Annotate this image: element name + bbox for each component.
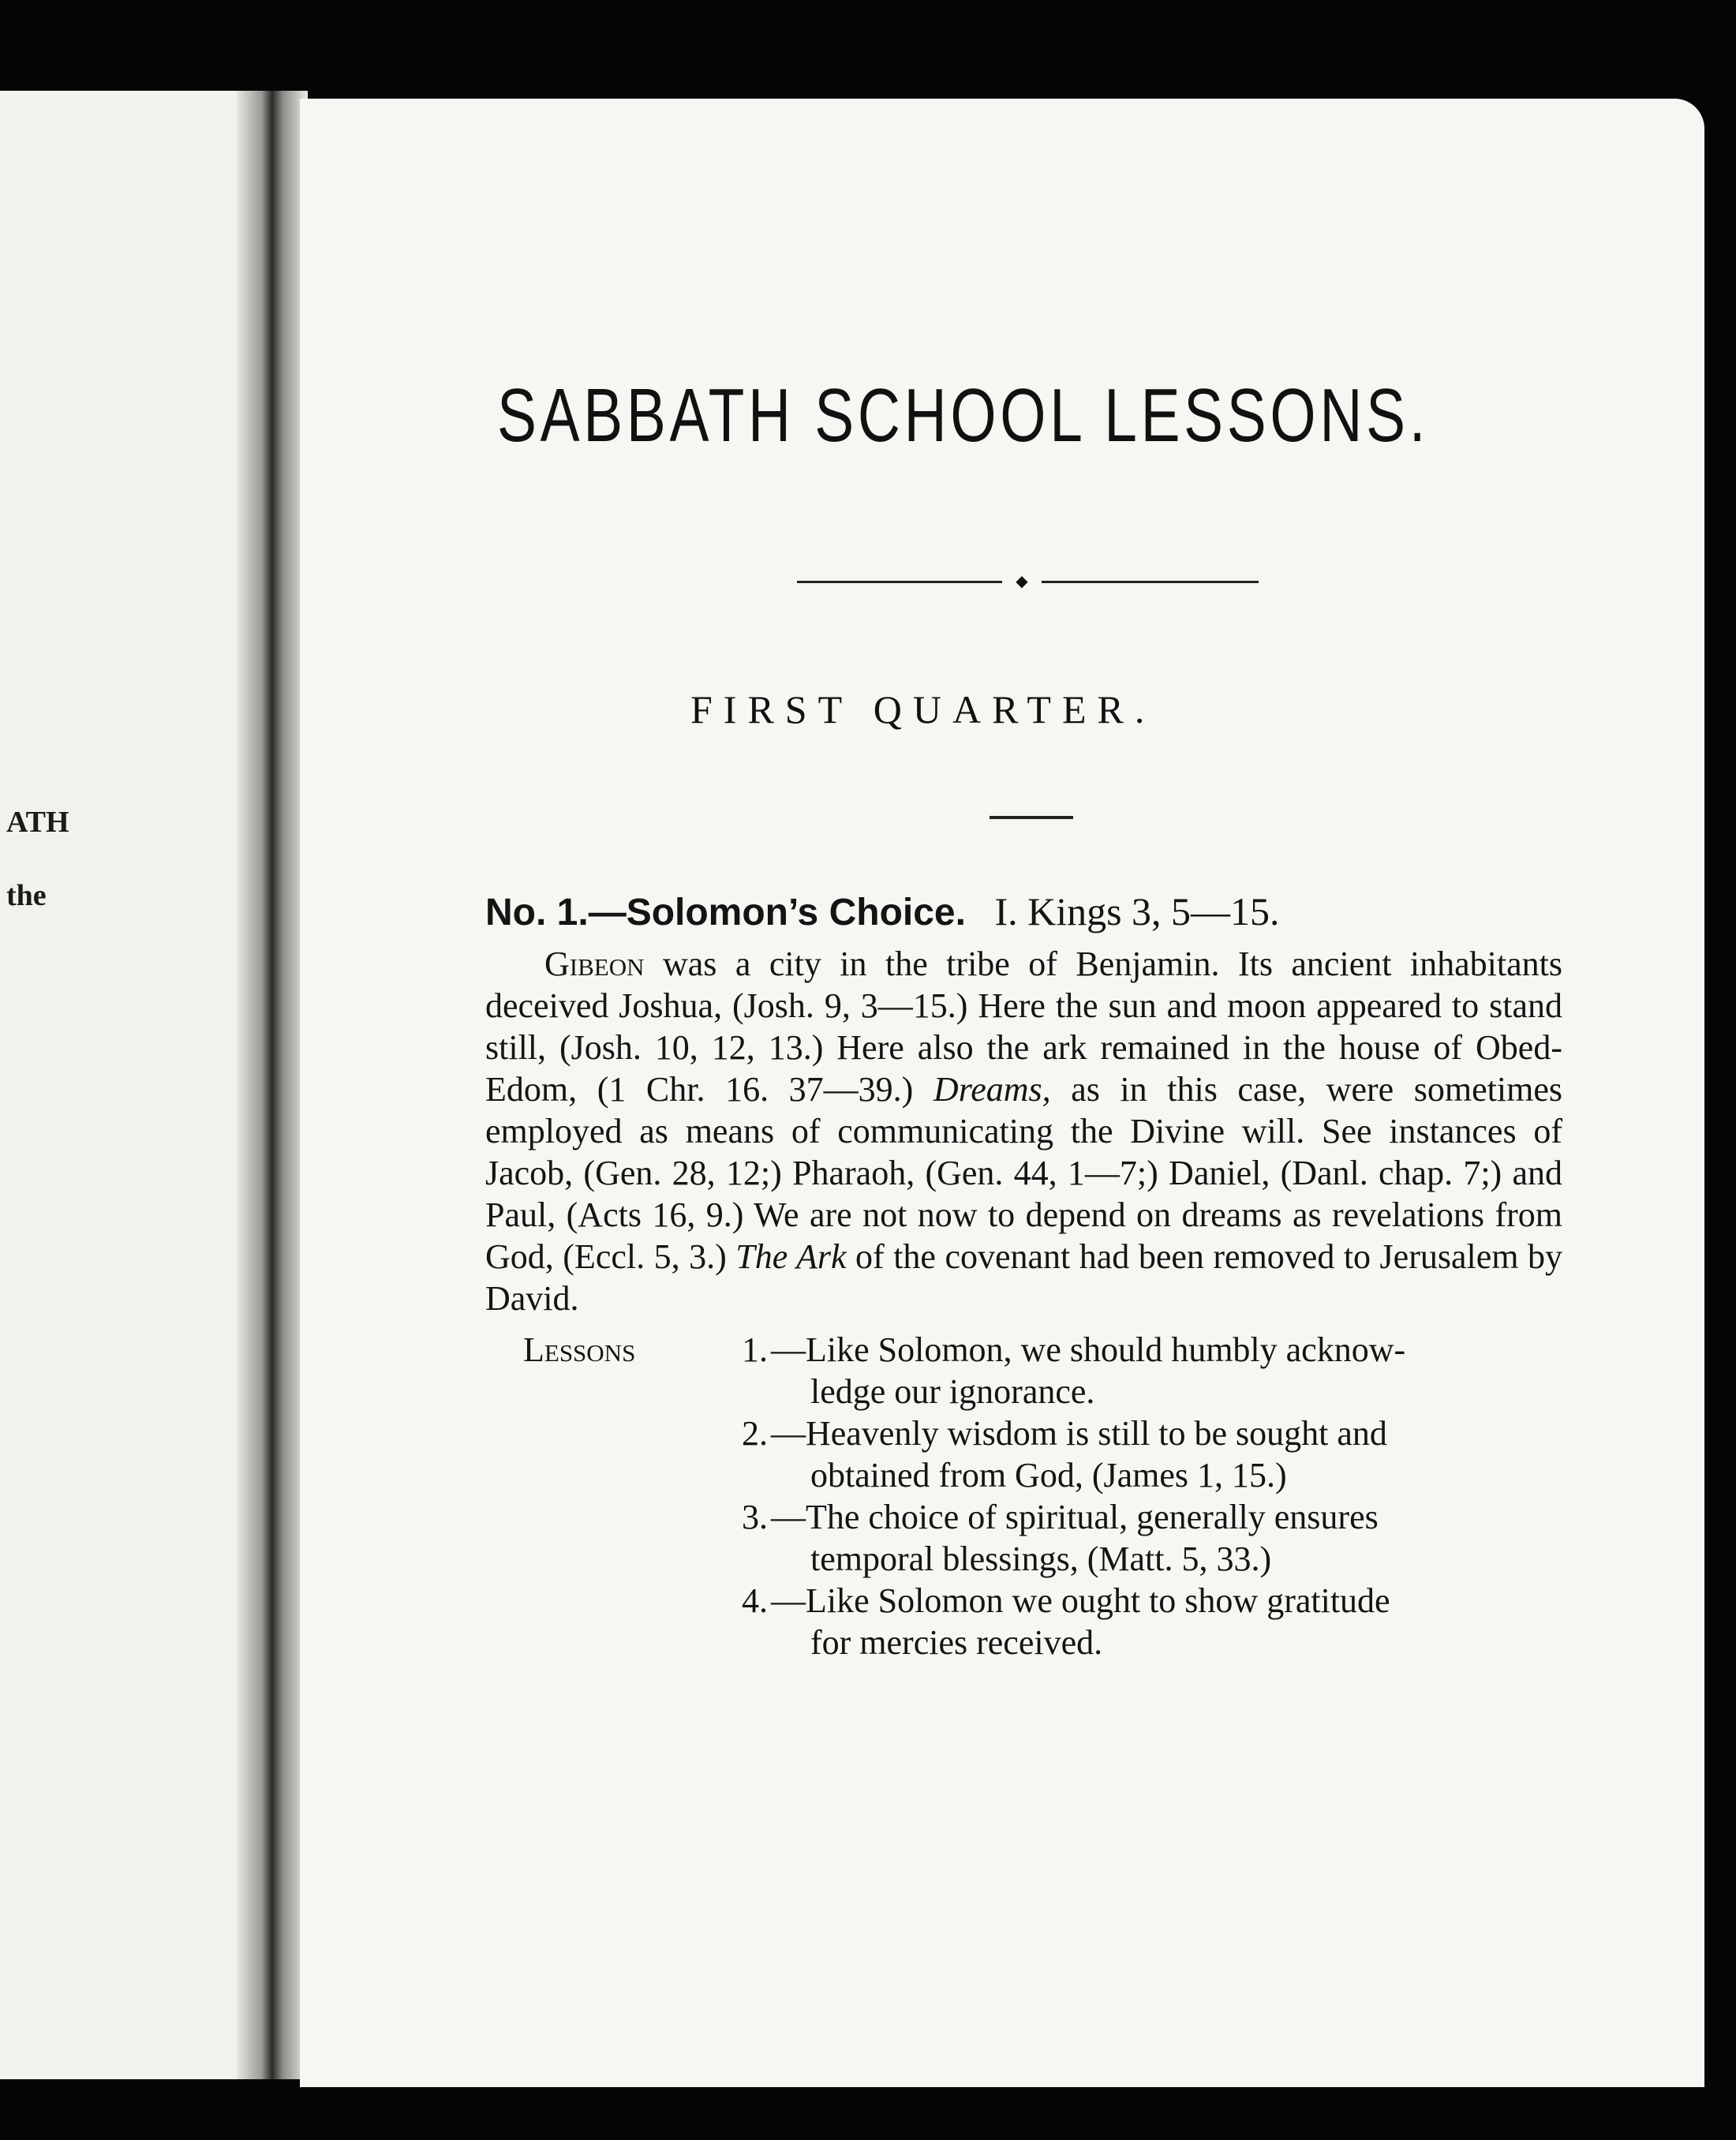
ornament-rule-left	[797, 581, 1002, 583]
list-item-continuation: temporal blessings, (Matt. 5, 33.)	[810, 1540, 1272, 1578]
short-divider	[990, 816, 1073, 819]
list-item-text: —Like Solomon, we should humbly acknow-	[771, 1330, 1406, 1369]
lessons-list	[485, 1329, 1562, 1663]
list-item-continuation: for mercies received.	[810, 1623, 1103, 1662]
lesson-paragraph-part-2: as in this case, were sometimes employed as means of communicating the Divine will. See instances of Jacob, (Gen. 28, 12;) Pharaoh, (Gen. 44, 1—7;) Daniel, (Danl. chap. 7;) and Paul, (Acts 16, 9.) We are not now to depend on dreams as revelations from God, (Eccl. 5, 3.)	[485, 1070, 1562, 1276]
lesson-body	[485, 888, 1562, 1663]
lesson-heading	[485, 888, 1562, 937]
lessons-label: Lessons	[523, 1330, 636, 1369]
left-page-fragment-1: ATH	[6, 806, 69, 839]
ornament-diamond-icon: ◆	[1016, 573, 1028, 590]
list-item-continuation: obtained from God, (James 1, 15.)	[810, 1456, 1287, 1495]
list-item-number: 2.	[742, 1414, 768, 1453]
section-heading-quarter: FIRST QUARTER.	[690, 687, 1156, 731]
book-gutter	[237, 91, 308, 2079]
page-title: SABBATH SCHOOL LESSONS.	[497, 373, 1430, 458]
list-item-continuation: ledge our ignorance.	[810, 1372, 1095, 1411]
lesson-paragraph	[485, 943, 1562, 1319]
lesson-reference: I. Kings 3, 5—15.	[994, 889, 1280, 933]
list-item	[485, 1329, 1562, 1371]
lesson-title: No. 1.—Solomon’s Choice.	[485, 892, 966, 933]
list-item-text: —The choice of spiritual, generally ensures	[771, 1498, 1379, 1536]
list-item	[485, 1580, 1562, 1622]
ornament-rule-right	[1042, 581, 1259, 583]
list-item	[485, 1496, 1562, 1538]
lesson-paragraph-italic-2: The Ark	[735, 1237, 847, 1276]
list-item-number: 1.	[742, 1330, 768, 1369]
lesson-paragraph-part-1: was a city in the tribe of Benjamin. Its ancient inhabitants deceived Joshua, (Josh. 9, 3—15.) Here the sun and moon appeared to stand still, (Josh. 10, 12, 13.) Here also the ark remained in the house of Obed-Edom, (1 Chr. 16. 37—39.)	[485, 945, 1562, 1109]
list-item-number: 3.	[742, 1498, 768, 1536]
lesson-paragraph-lead: Gibeon	[544, 945, 645, 983]
list-item	[485, 1412, 1562, 1454]
left-page-fragment-2: the	[6, 879, 47, 912]
lesson-paragraph-italic-1: Dreams,	[933, 1070, 1051, 1109]
list-item-text: —Like Solomon we ought to show gratitude	[771, 1581, 1390, 1620]
lesson-paragraph-part-3: of the covenant had been removed to Jerusalem by David.	[485, 1237, 1563, 1318]
list-item-text: —Heavenly wisdom is still to be sought and	[771, 1414, 1387, 1453]
list-item-number: 4.	[742, 1581, 768, 1620]
